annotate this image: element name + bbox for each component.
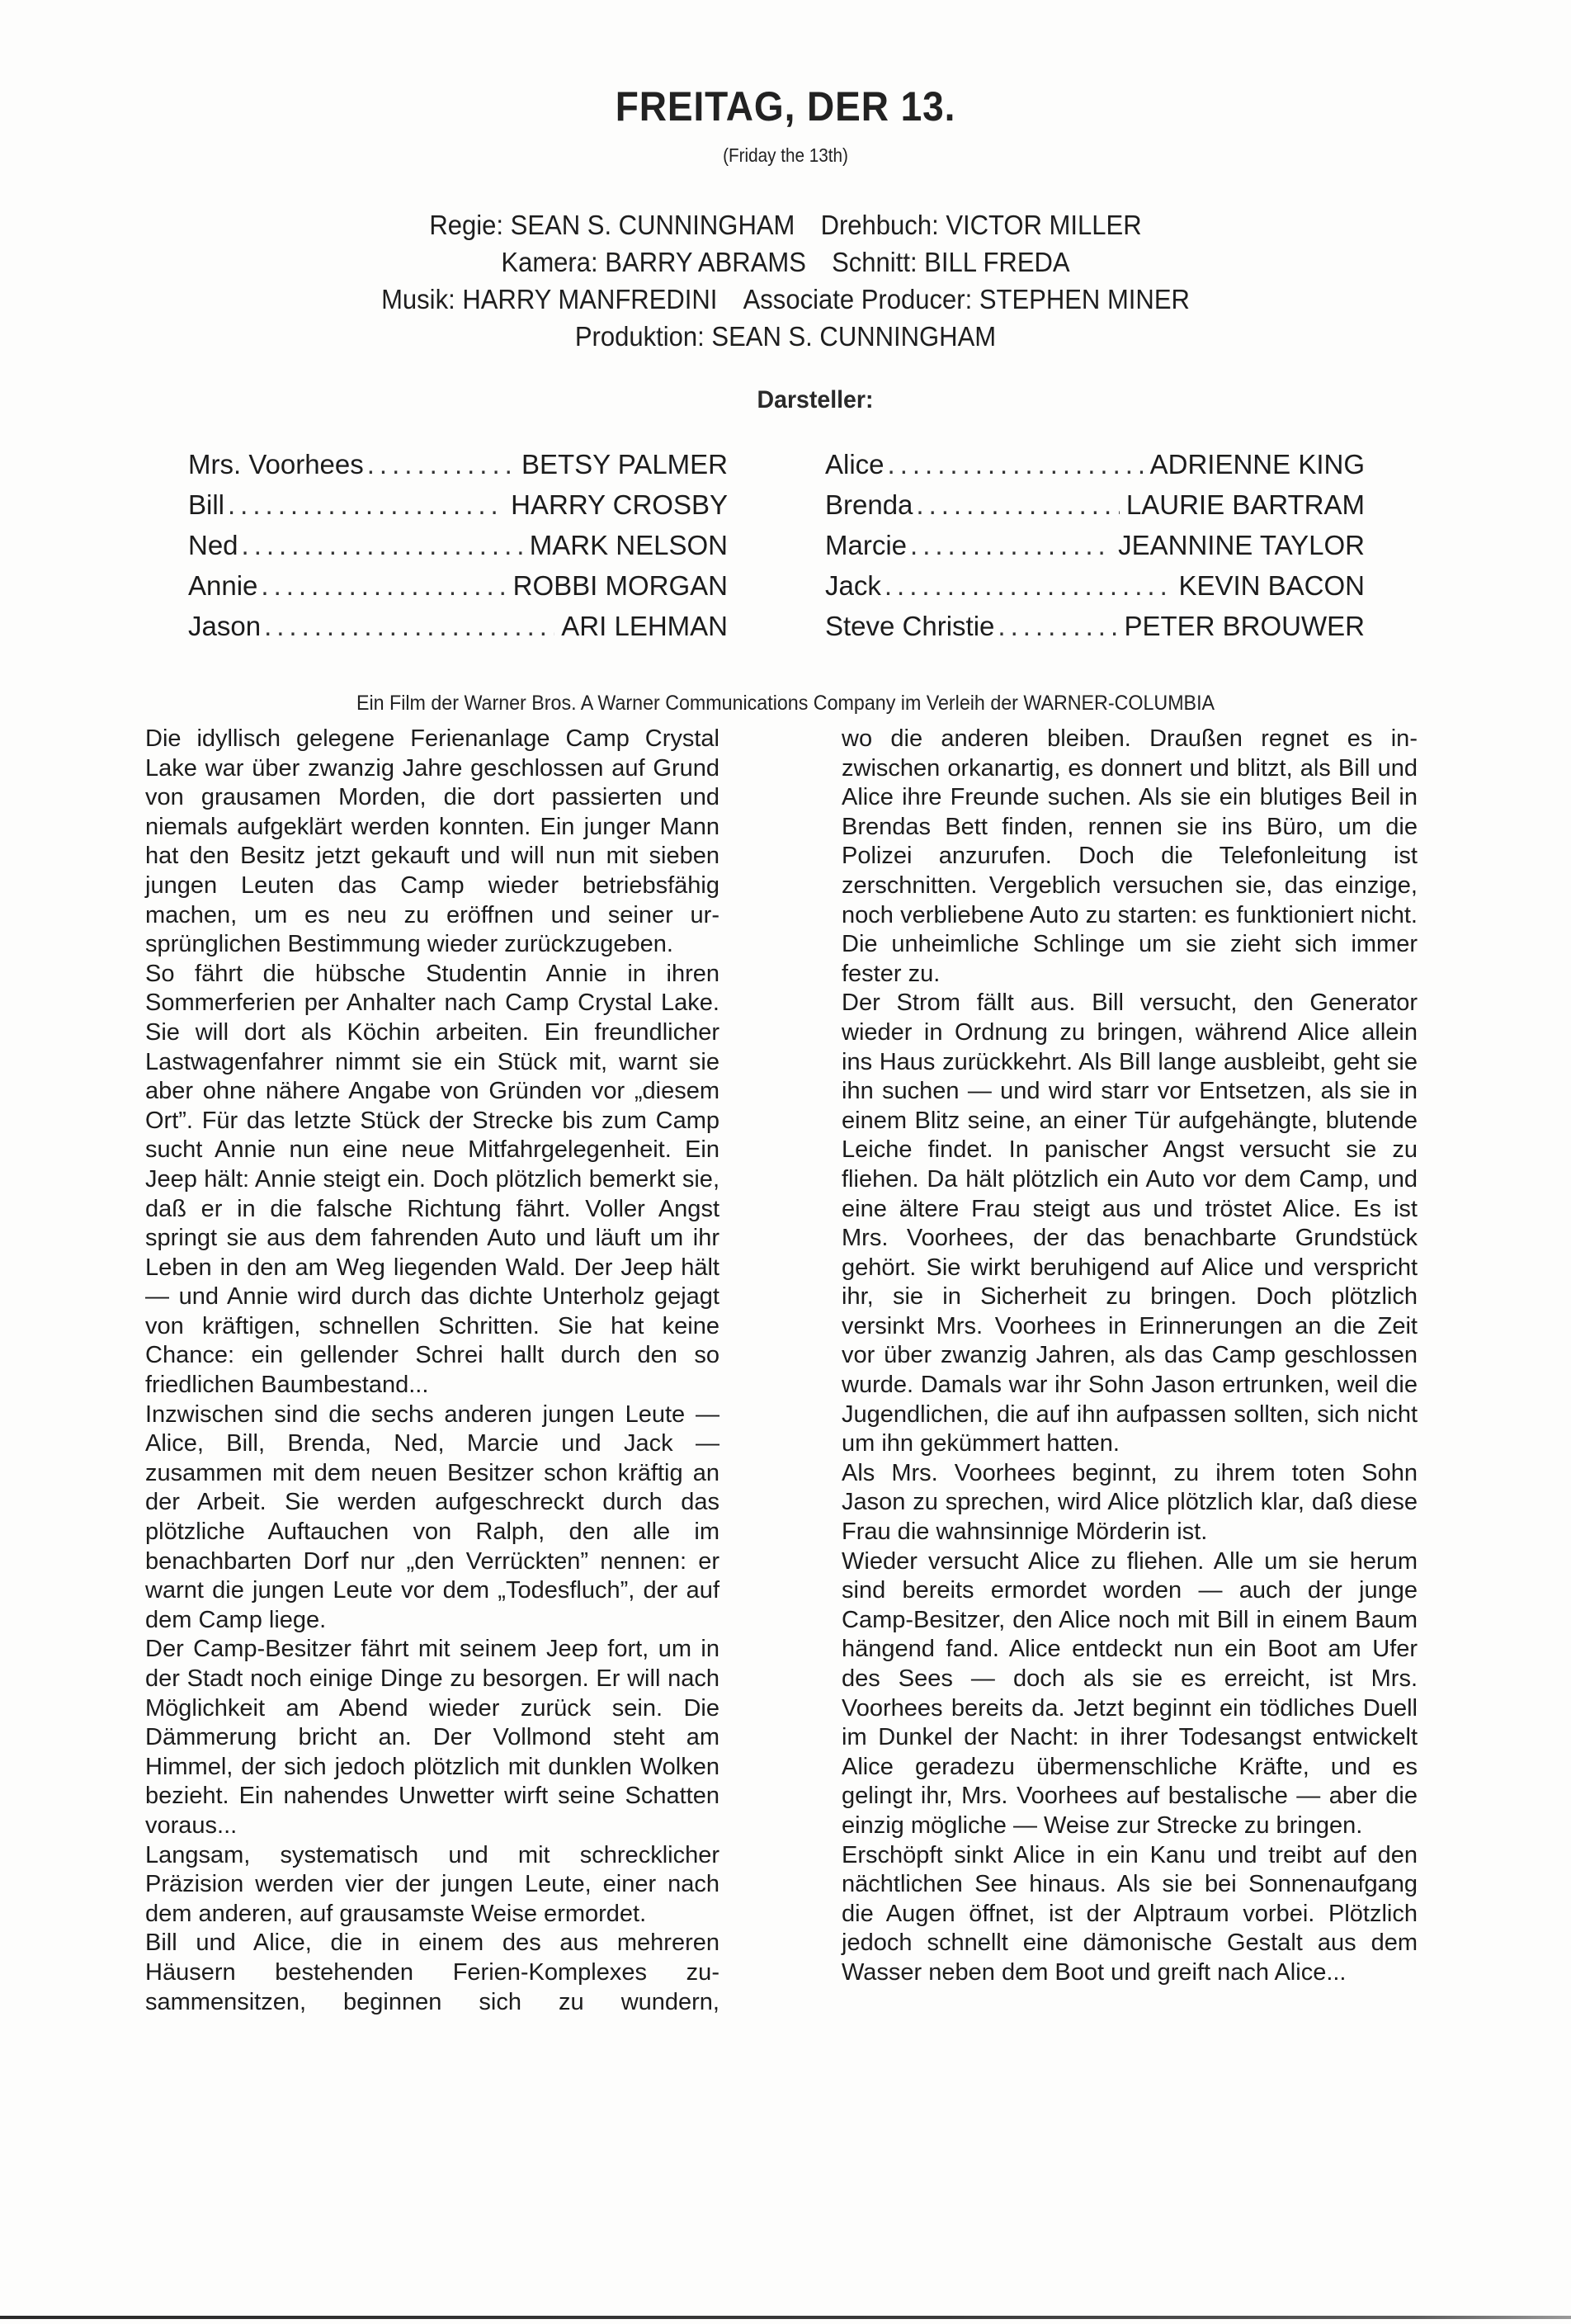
cast-row xyxy=(825,444,1365,484)
cast-row xyxy=(825,484,1365,525)
credit-label: Kamera: xyxy=(501,247,598,277)
credit-label: Drehbuch: xyxy=(820,210,939,240)
synopsis-paragraph: Die idyllisch gelegene Ferienanlage Camp Crystal Lake war über zwanzig Jahre geschlossen auf Grund von grausamen Morden, die dort passierten und niemals aufgeklärt werden konnten. Ein junger Mann hat den Besitz jetzt gekauft und will nun mit sieben jungen Leuten das Camp wieder betriebsfähig machen, um es neu zu eröffnen und seiner ursprünglichen Bestimmung wieder zurückzugeben. xyxy=(145,725,719,958)
credit-director xyxy=(429,210,795,240)
synopsis-paragraph: Bill und Alice, die in einem des aus mehreren Häusern bestehenden Ferien-Komplexes zusammensitzen, beginnen sich zu wundern, xyxy=(145,1930,719,2015)
credit-value: BARRY ABRAMS xyxy=(605,247,806,277)
leader-dots xyxy=(885,565,1172,606)
cast-role: Annie xyxy=(188,570,258,601)
credit-production xyxy=(575,321,996,352)
cast-row xyxy=(825,606,1365,646)
cast-role: Ned xyxy=(188,530,238,560)
cast-role: Bill xyxy=(188,489,225,520)
credit-line-4 xyxy=(47,318,1524,355)
cast-actor: JEANNINE TAYLOR xyxy=(1118,530,1365,560)
cast-heading: Darsteller: xyxy=(757,386,874,413)
synopsis-paragraph: wo die anderen bleiben. Draußen regnet es inzwischen orkanartig, es donnert und blitzt, als Bill und Alice ihre Freunde suchen. Als sie ein blutiges Beil in Brendas Bett finden, rennen sie ins Büro, um die Polizei anzurufen. Doch die Telefonleitung ist zerschnitten. Vergeblich versuchen sie, das einzige, noch verbliebene Auto zu starten: es funktioniert nicht. Die unheimliche Schlinge um sie zieht sich immer fester zu. xyxy=(842,725,1418,987)
credit-line-2 xyxy=(47,243,1524,281)
leader-dots xyxy=(367,444,515,484)
cast-role: Steve Christie xyxy=(825,611,995,641)
leader-dots xyxy=(910,525,1111,565)
cast-actor: KEVIN BACON xyxy=(1178,570,1365,601)
cast-role: Jason xyxy=(188,611,262,641)
credit-line-1 xyxy=(47,206,1524,243)
film-title: FREITAG, DER 13. xyxy=(615,83,956,130)
cast-actor: ARI LEHMAN xyxy=(561,611,728,641)
cast-row xyxy=(188,444,728,484)
cast-role: Mrs. Voorhees xyxy=(188,449,364,479)
synopsis-paragraph: Als Mrs. Voorhees beginnt, zu ihrem toten Sohn Jason zu sprechen, wird Alice plötzlich klar, daß diese Frau die wahnsinnige Mörderin ist. xyxy=(842,1459,1418,1546)
credit-label: Associate Producer: xyxy=(743,284,973,314)
leader-dots xyxy=(916,484,1119,525)
cast-role: Alice xyxy=(825,449,885,479)
leader-dots xyxy=(242,525,523,565)
synopsis-paragraph: So fährt die hübsche Studentin Annie in ihren Sommerferien per Anhalter nach Camp Crystal Lake. Sie will dort als Köchin arbeiten. Ein freundlicher Lastwagenfahrer nimmt sie ein Stück mit, warnt sie aber ohne nähere Angabe von Gründen vor „diesem Ort”. Für das letzte Stück der Strecke bis zum Camp sucht Annie nun eine neue Mitfahrgelegenheit. Ein Jeep hält: Annie steigt ein. Doch plötzlich bemerkt sie, daß er in die falsche Richtung fährt. Voller Angst springt sie aus dem fahrenden Auto und läuft um ihr Leben in den am Weg liegenden Wald. Der Jeep hält — und Annie wird durch das dichte Unterholz gejagt von kräftigen, schnellen Schritten. Sie hat keine Chance: ein gellender Schrei hallt durch den so friedlichen Baumbestand... xyxy=(145,960,719,1399)
cast-actor: ROBBI MORGAN xyxy=(512,570,728,601)
credit-label: Musik: xyxy=(381,284,455,314)
cast-row xyxy=(188,484,728,525)
cast-row xyxy=(188,565,728,606)
page-bottom-rule xyxy=(0,2316,1571,2319)
synopsis-paragraph: Erschöpft sinkt Alice in ein Kanu und treibt auf den nächtlichen See hinaus. Als sie bei Sonnenaufgang die Augen öffnet, ist der Alptraum vorbei. Plötzlich jedoch schnellt eine dämonische Gestalt aus dem Wasser neben dem Boot und greift nach Alice... xyxy=(842,1841,1418,1986)
credit-value: BILL FREDA xyxy=(924,247,1070,277)
credit-music xyxy=(381,284,717,314)
synopsis-paragraph: Inzwischen sind die sechs anderen jungen Leute — Alice, Bill, Brenda, Ned, Marcie und Jack — zusammen mit dem neuen Besitzer schon kräftig an der Arbeit. Sie werden aufgeschreckt durch das plötzliche Auftauchen von Ralph, den alle im benachbarten Dorf nur „den Verrückten” nennen: er warnt die jungen Leute vor dem „Todesfluch”, der auf dem Camp liege. xyxy=(145,1401,719,1633)
credit-value: SEAN S. CUNNINGHAM xyxy=(711,321,997,352)
cast-actor: PETER BROUWER xyxy=(1124,611,1365,641)
synopsis-column-left xyxy=(145,725,719,2017)
cast-row xyxy=(825,525,1365,565)
cast-row xyxy=(188,525,728,565)
credit-label: Schnitt: xyxy=(832,247,918,277)
cast-role: Marcie xyxy=(825,530,908,560)
cast-actor: HARRY CROSBY xyxy=(511,489,728,520)
leader-dots xyxy=(261,565,506,606)
synopsis-paragraph: Der Strom fällt aus. Bill versucht, den Generator wieder in Ordnung zu bringen, während Alice allein ins Haus zurückkehrt. Als Bill lange ausbleibt, geht sie ihn suchen — und wird starr vor Entsetzen, als sie in einem Blitz seine, an einer Tür aufgehängte, blutende Leiche findet. In panischer Angst versucht sie zu fliehen. Da hält plötzlich ein Auto vor dem Camp, und eine ältere Frau steigt aus und tröstet Alice. Es ist Mrs. Voorhees, der das benachbarte Grundstück gehört. Sie wirkt beruhigend auf Alice und verspricht ihr, sie in Sicherheit zu bringen. Doch plötzlich versinkt Mrs. Voorhees in Erinnerungen an die Zeit vor über zwanzig Jahren, als das Camp geschlossen wurde. Damals war ihr Sohn Jason ertrunken, weil die Jugendlichen, die auf ihn aufpassen sollten, sich nicht um ihn gekümmert hatten. xyxy=(842,990,1418,1457)
credit-line-3 xyxy=(47,281,1524,318)
credit-value: SEAN S. CUNNINGHAM xyxy=(510,210,795,240)
credit-label: Regie: xyxy=(429,210,504,240)
cast-row xyxy=(188,606,728,646)
credit-value: VICTOR MILLER xyxy=(946,210,1142,240)
credit-screenplay xyxy=(821,210,1142,240)
synopsis-paragraph: Der Camp-Besitzer fährt mit seinem Jeep fort, um in der Stadt noch einige Dinge zu besorgen. Er will nach Möglichkeit am Abend wieder zurück sein. Die Dämmerung bricht an. Der Vollmond steht am Himmel, der sich jedoch plötzlich mit dunklen Wolken bezieht. Ein nahendes Unwetter wirft seine Schatten voraus... xyxy=(145,1636,719,1839)
distribution-credit: Ein Film der Warner Bros. A Warner Communications Company im Verleih der WARNER-COLUMBIA xyxy=(356,692,1215,715)
synopsis-column-right xyxy=(842,725,1418,1988)
credit-value: STEPHEN MINER xyxy=(979,284,1190,314)
cast-list-left xyxy=(188,444,728,646)
leader-dots xyxy=(264,606,554,646)
credit-editing xyxy=(832,247,1069,277)
credit-label: Produktion: xyxy=(574,321,705,352)
synopsis-paragraph: Langsam, systematisch und mit schrecklicher Präzision werden vier der jungen Leute, einer nach dem anderen, auf grausamste Weise ermordet. xyxy=(145,1841,719,1927)
leader-dots xyxy=(998,606,1117,646)
cast-actor: ADRIENNE KING xyxy=(1149,449,1365,479)
leader-dots xyxy=(888,444,1144,484)
original-title: (Friday the 13th) xyxy=(723,144,848,166)
cast-row xyxy=(825,565,1365,606)
leader-dots xyxy=(228,484,504,525)
credit-camera xyxy=(501,247,806,277)
cast-list-right xyxy=(825,444,1365,646)
cast-role: Jack xyxy=(825,570,881,601)
credit-value: HARRY MANFREDINI xyxy=(462,284,718,314)
cast-role: Brenda xyxy=(825,489,913,520)
cast-actor: LAURIE BARTRAM xyxy=(1125,489,1365,520)
credit-associate-producer xyxy=(743,284,1190,314)
cast-actor: MARK NELSON xyxy=(529,530,728,560)
crew-credits xyxy=(0,206,1571,355)
synopsis-paragraph: Wieder versucht Alice zu fliehen. Alle um sie herum sind bereits ermordet worden — auch der junge Camp-Besitzer, den Alice noch mit Bill in einem Baum hängend fand. Alice entdeckt nun ein Boot am Ufer des Sees — doch als sie es erreicht, ist Mrs. Voorhees bereits da. Jetzt beginnt ein tödliches Duell im Dunkel der Nacht: in ihrer Todesangst entwickelt Alice geradezu übermenschliche Kräfte, und es gelingt ihr, Mrs. Voorhees auf bestalische — aber die einzig mögliche — Weise zur Strecke zu bringen. xyxy=(842,1547,1418,1839)
cast-actor: BETSY PALMER xyxy=(521,449,728,479)
